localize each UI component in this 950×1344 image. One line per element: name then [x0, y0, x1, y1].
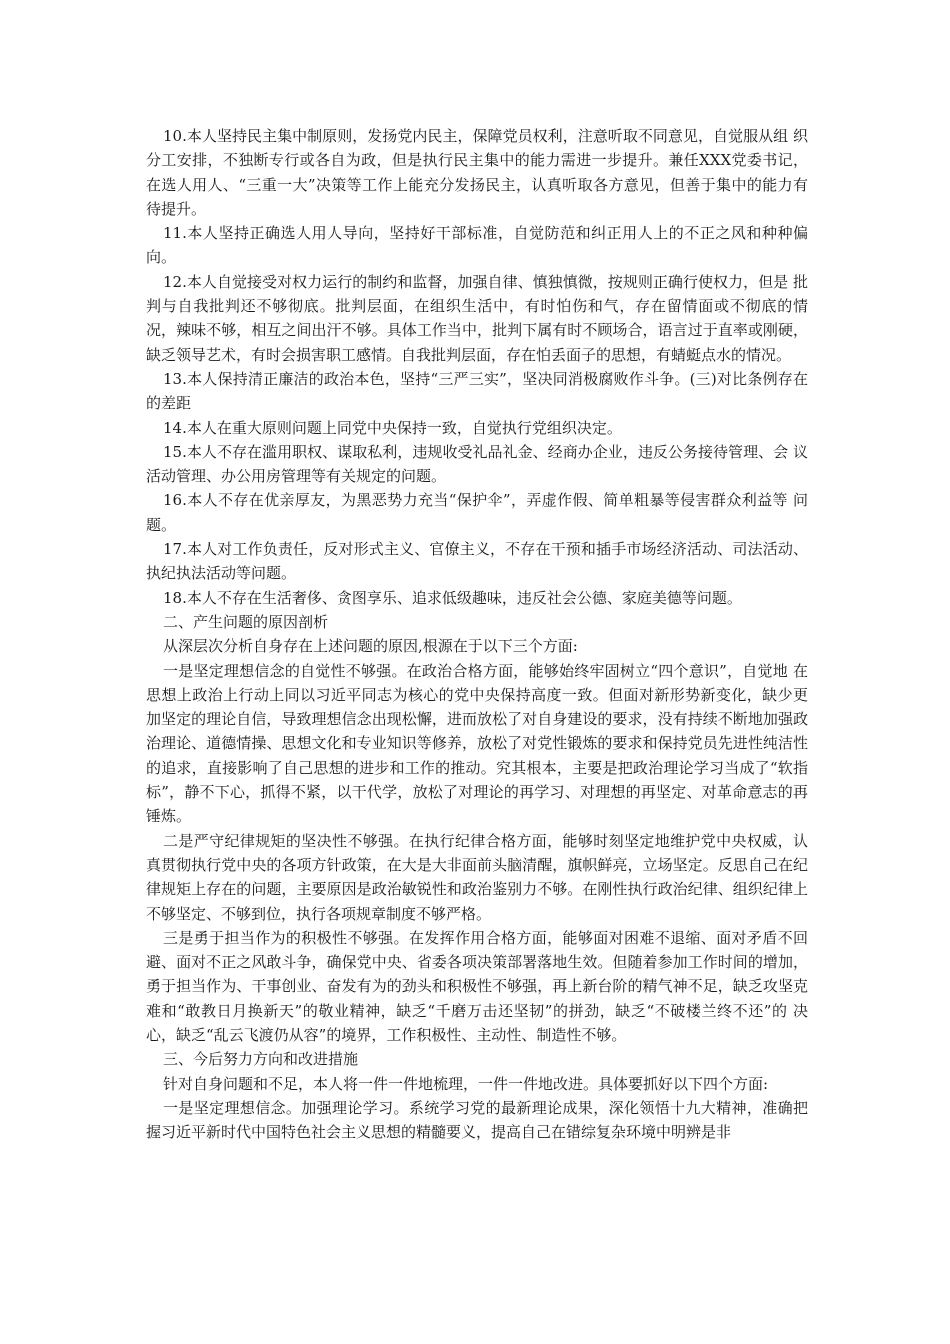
paragraph-16: 16.本人不存在优亲厚友，为黑恶势力充当“保护伞”，弄虚作假、简单粗暴等侵害群众利益等 问题。: [146, 491, 808, 534]
paragraph-15: 15.本人不存在滥用职权、谋取私利，违规收受礼品礼金、经商办企业，违反公务接待管理、会 议活动管理、办公用房管理等有关规定的问题。: [146, 442, 808, 486]
paragraph-11: 11.本人坚持正确选人用人导向，坚持好干部标准，自觉防范和纠正用人上的不正之风和种种偏 向。: [146, 224, 808, 267]
paragraph-18: 18.本人不存在生活奢侈、贪图享乐、追求低级趣味，违反社会公德、家庭美德等问题。: [163, 588, 742, 607]
paragraph-17: 17.本人对工作负责任，反对形式主义、官僚主义，不存在干预和插手市场经济活动、司法活动、执纪执法活动等问题。: [146, 540, 808, 583]
paragraph-14: 14.本人在重大原则问题上同党中央保持一致，自觉执行党组织决定。: [163, 418, 622, 437]
paragraph-cause-2: 二是严守纪律规矩的坚决性不够强。在执行纪律合格方面，能够时刻坚定地维护党中央权威，认 真贯彻执行党中央的各项方针政策，在大是大非面前头脑清醒，旗帜鲜亮，立场坚定。反思自己在纪 律规矩上存在的问题，主要原因是政治敏锐性和政治鉴别力不够。在刚性执行政治纪律、组织纪律上 不够坚定、不够到位，执行各项规章制度不够严格。: [146, 831, 808, 923]
paragraph-measures-intro: 针对自身问题和不足，本人将一件一件地梳理，一件一件地改进。具体要抓好以下四个方面:: [163, 1074, 769, 1093]
document-body: [146, 124, 808, 1144]
paragraph-cause-3: 三是勇于担当作为的积极性不够强。在发挥作用合格方面，能够面对困难不退缩、面对矛盾不回 避、面对不正之风敢斗争，确保党中央、省委各项决策部署落地生效。但随着参加工作时间的增加， 勇于担当作为、干事创业、奋发有为的劲头和积极性不够强，再上新台阶的精气神不足，缺乏攻坚克 难和“敢教日月换新天”的敬业精神，缺乏“千磨万击还坚韧”的拼劲，缺乏“不破楼兰终不还”的 决心，缺乏“乱云飞渡仍从容”的境界，工作积极性、主动性、制造性不够。: [146, 928, 808, 1044]
section-heading-3: 三、今后努力方向和改进措施: [163, 1050, 359, 1069]
paragraph-measures-1: 一是坚定理想信念。加强理论学习。系统学习党的最新理论成果，深化领悟十九大精神，准确把 握习近平新时代中国特色社会主义思想的精髓要义，提高自己在错综复杂环境中明辨是非: [146, 1098, 808, 1142]
paragraph-cause-intro: 从深层次分析自身存在上述问题的原因,根源在于以下三个方面:: [163, 637, 578, 656]
section-heading-2: 二、产生问题的原因剖析: [163, 612, 329, 631]
paragraph-13: 13.本人保持清正廉洁的政治本色，坚持“三严三实”，坚决同消极腐败作斗争。(三)对比条例存在的差距: [146, 369, 808, 413]
paragraph-12: 12.本人自觉接受对权力运行的制约和监督，加强自律、慎独慎微，按规则正确行使权力，但是 批判与自我批判还不够彻底。批判层面，在组织生活中，有时怕伤和气，存在留情面或不彻底的情 况，辣味不够，相互之间出汗不够。具体工作当中，批判下属有时不顾场合，语言过于直率或刚硬， 缺乏领导艺术，有时会损害职工感情。自我批判层面，存在怕丢面子的思想，有蜻蜓点水的情况。: [146, 272, 808, 364]
paragraph-10: 10.本人坚持民主集中制原则，发扬党内民主，保障党员权利，注意听取不同意见，自觉服从组 织分工安排，不独断专行或各自为政，但是执行民主集中的能力需进一步提升。兼任XXX党委书记， 在选人用人、“三重一大”决策等工作上能充分发扬民主，认真听取各方意见，但善于集中的能力有 待提升。: [146, 127, 808, 218]
paragraph-cause-1: 一是坚定理想信念的自觉性不够强。在政治合格方面，能够始终牢固树立“四个意识”，自觉地 在思想上政治上行动上同以习近平同志为核心的党中央保持高度一致。但面对新形势新变化，缺少更 加坚定的理论自信，导致理想信念出现松懈，进而放松了对自身建设的要求，没有持续不断地加强政 治理论、道德情操、思想文化和专业知识等修养，放松了对党性锻炼的要求和保持党员先进性纯洁性 的追求，直接影响了自己思想的进步和工作的推动。究其根本，主要是把政治理论学习当成了“软指 标”，静不下心，抓得不紧，以干代学，放松了对理论的再学习、对理想的再坚定、对革命意志的再 锤炼。: [146, 661, 809, 826]
